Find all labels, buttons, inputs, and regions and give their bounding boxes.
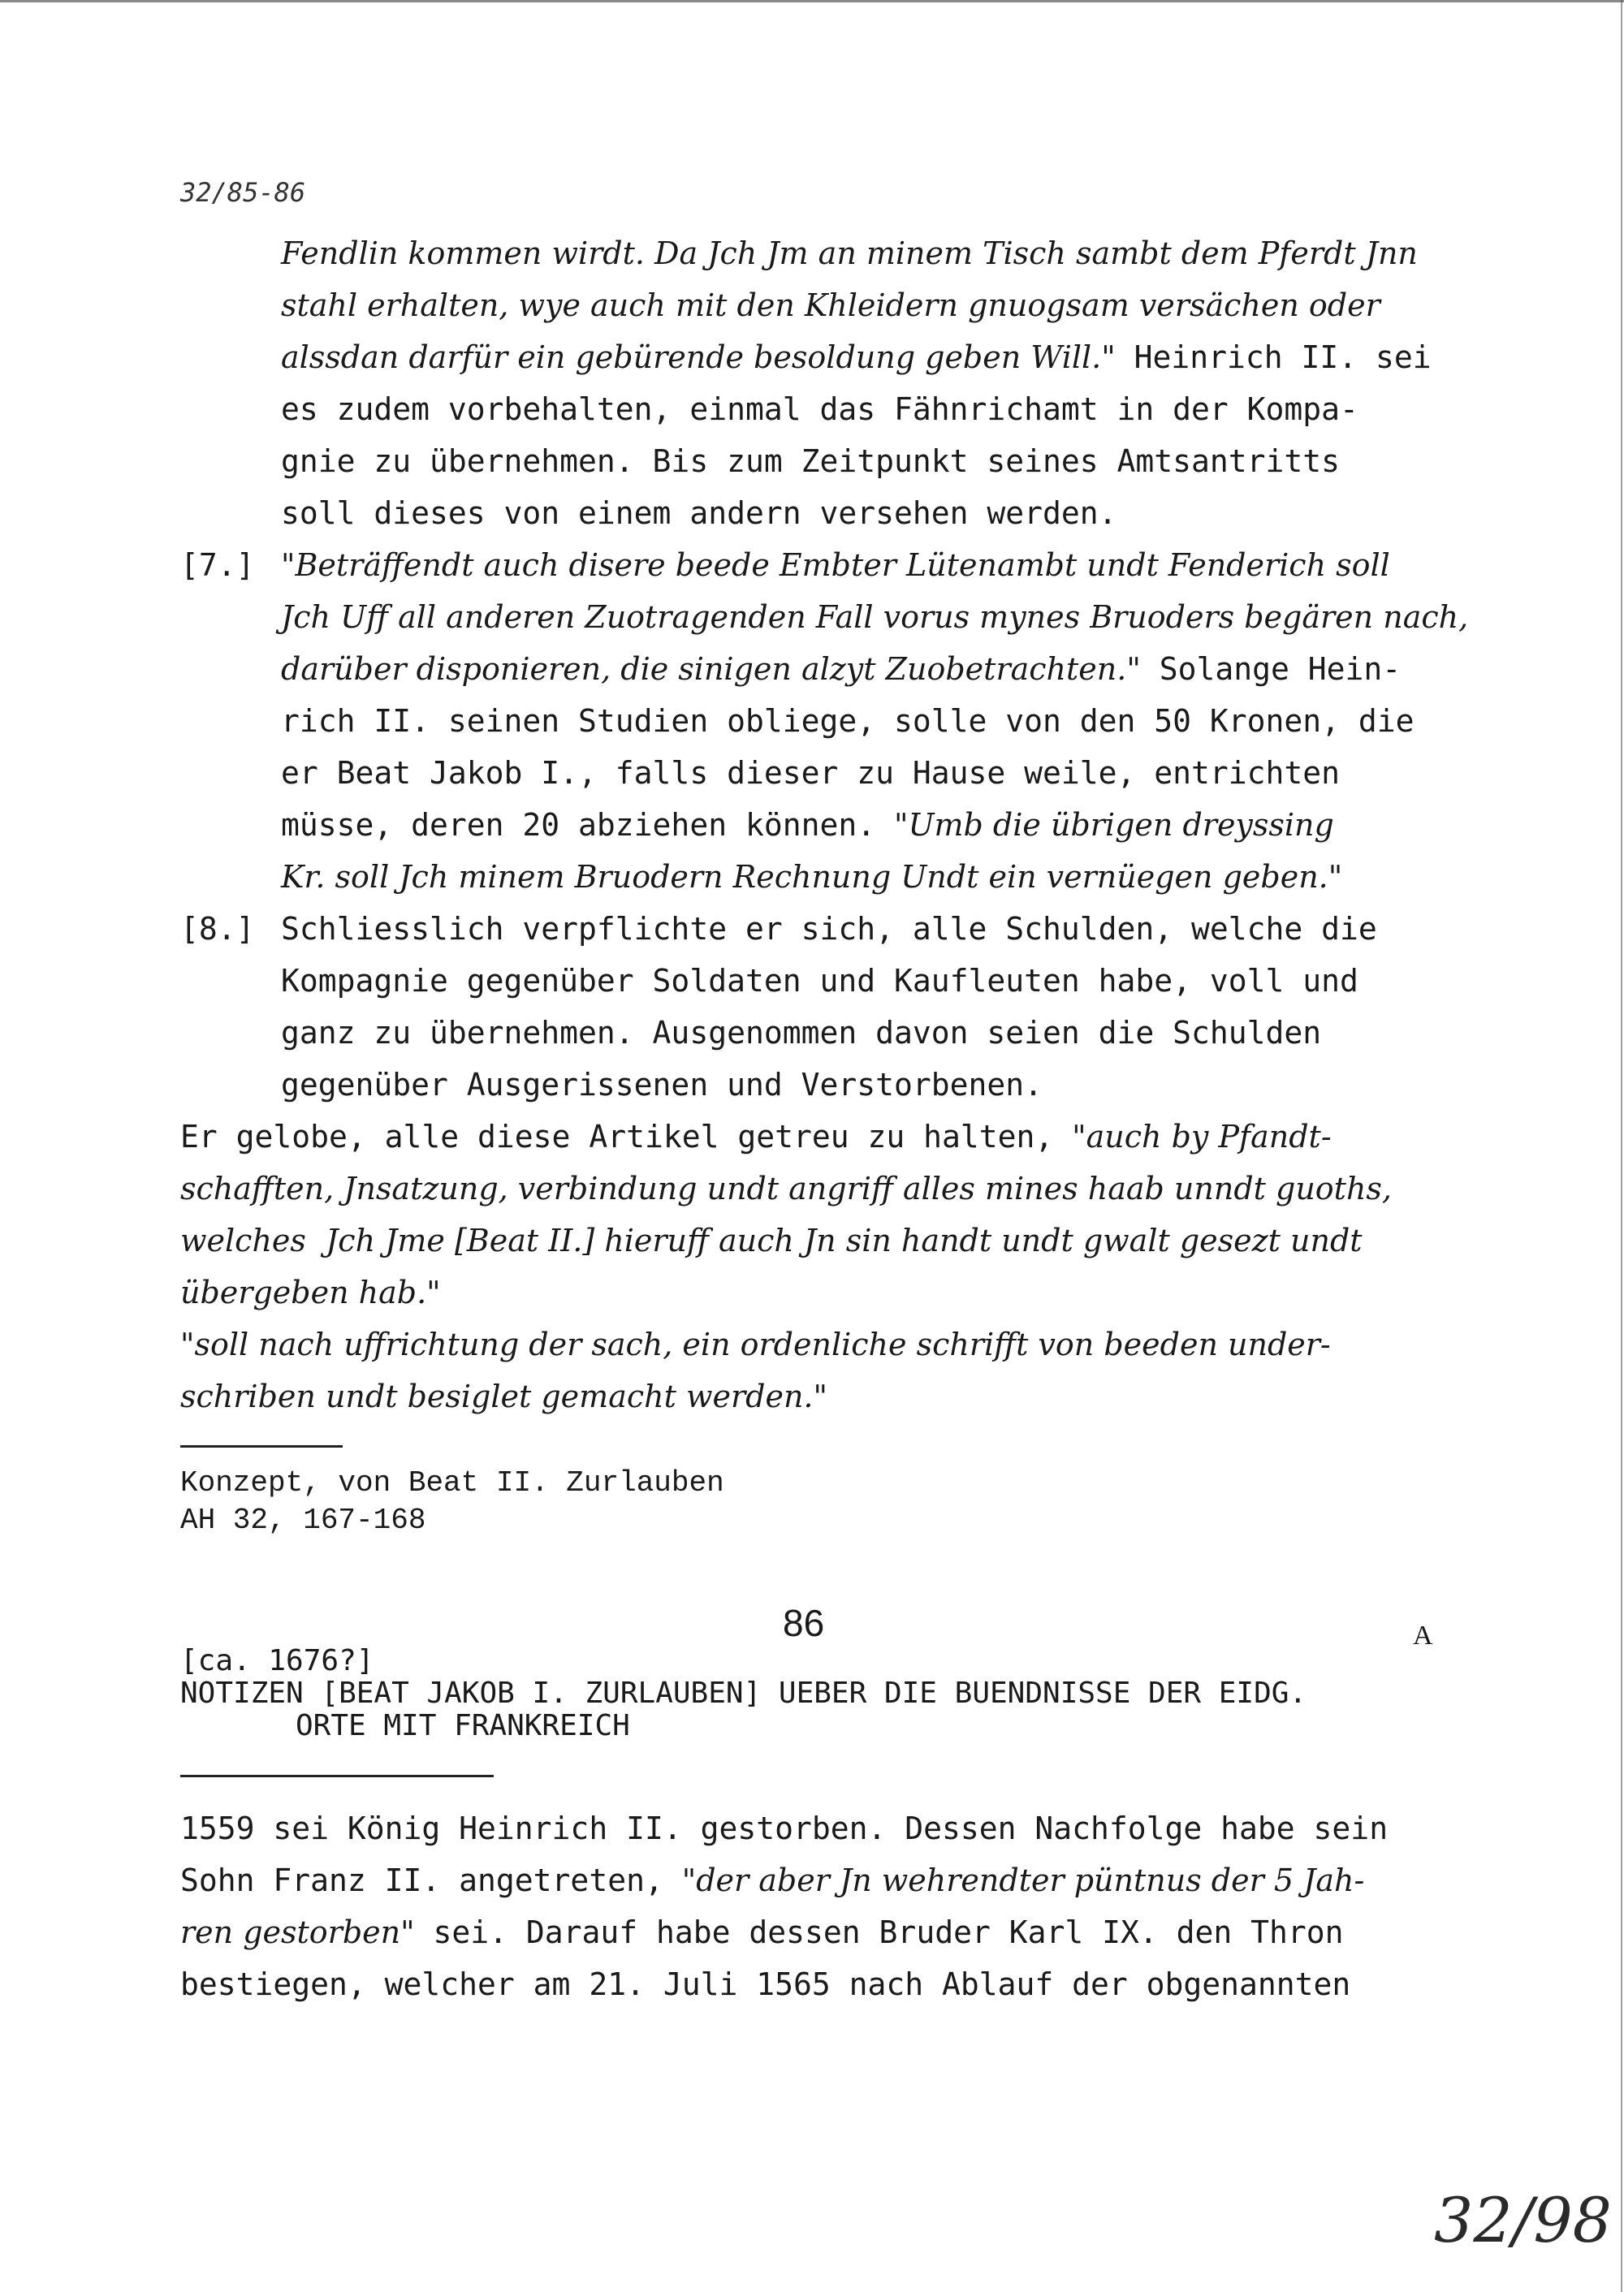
article-number-8: [8.] (180, 911, 255, 947)
text-line: gegenüber Ausgerissenen und Verstorbenen. (281, 1067, 1043, 1103)
header-divider (180, 1775, 494, 1777)
scan-top-edge (0, 0, 1624, 2)
quote-text: "auch by Pfandt- (1072, 1119, 1332, 1155)
quote-text: "der aber Jn wehrendter püntnus der 5 Jah- (681, 1863, 1365, 1898)
text-line: Jch Uff all anderen Zuotragenden Fall vorus mynes Bruoders begären nach, (281, 599, 1469, 635)
plain-text: Solange Hein- (1140, 651, 1402, 687)
text-line: rich II. seinen Studien obliege, solle von den 50 Kronen, die (281, 703, 1415, 739)
source-divider (180, 1445, 343, 1448)
text-line: schafften, Jnsatzung, verbindung undt angriff alles mines haab unndt guoths, (180, 1171, 1393, 1206)
plain-text: Heinrich II. sei (1115, 339, 1432, 375)
plain-text: Sohn Franz II. angetreten, (180, 1863, 682, 1898)
quote-text: "Umb die übrigen dreyssing (893, 807, 1334, 843)
text-line: übergeben hab." (180, 1275, 441, 1310)
text-line: stahl erhalten, wye auch mit den Khleidern gnuogsam versächen oder (281, 287, 1380, 323)
text-line: er Beat Jakob I., falls dieser zu Hause weile, entrichten (281, 755, 1341, 791)
text-line: "Beträffendt auch disere beede Embter Lütenambt undt Fenderich soll (281, 547, 1390, 583)
text-line (281, 338, 1432, 377)
scan-right-edge (1621, 0, 1622, 2292)
text-line (180, 1861, 1364, 1900)
source-line: AH 32, 167-168 (180, 1504, 426, 1537)
plain-text: müsse, deren 20 abziehen können. (281, 807, 894, 843)
text-line: Kr. soll Jch minem Bruodern Rechnung Undt ein vernüegen geben." (281, 859, 1343, 895)
text-line: soll dieses von einem andern versehen werden. (281, 495, 1117, 531)
text-line: gnie zu übernehmen. Bis zum Zeitpunkt seines Amtsantritts (281, 443, 1341, 479)
text-line (180, 1913, 1344, 1952)
document-date: [ca. 1676?] (180, 1644, 374, 1677)
document-category: A (1413, 1621, 1433, 1651)
document-title: NOTIZEN [BEAT JAKOB I. ZURLAUBEN] UEBER DIE BUENDNISSE DER EIDG. (180, 1677, 1307, 1710)
document-reference: 32/85-86 (180, 177, 306, 208)
text-line: ganz zu übernehmen. Ausgenommen davon seien die Schulden (281, 1015, 1322, 1051)
text-line: bestiegen, welcher am 21. Juli 1565 nach Ablauf der obgenannten (180, 1966, 1351, 2002)
quote-text: ren gestorben" (180, 1914, 415, 1950)
plain-text: sei. Darauf habe dessen Bruder Karl IX. den Thron (414, 1914, 1344, 1950)
source-line: Konzept, von Beat II. Zurlauben (180, 1466, 724, 1500)
text-line: Kompagnie gegenüber Soldaten und Kaufleuten habe, voll und (281, 963, 1358, 999)
text-line (281, 805, 1334, 844)
article-number-7: [7.] (180, 547, 255, 583)
text-line: Fendlin kommen wirdt. Da Jch Jm an minem Tisch sambt dem Pferdt Jnn (281, 235, 1418, 271)
text-line: "soll nach uffrichtung der sach, ein ordenliche schrifft von beeden under- (180, 1327, 1331, 1362)
text-line: schriben undt besiglet gemacht werden." (180, 1379, 827, 1414)
handwritten-page-number: 32/98 (1434, 2184, 1613, 2256)
quote-text: darüber disponieren, die sinigen alzyt Zuobetrachten." (281, 651, 1141, 687)
text-line (180, 1117, 1332, 1156)
text-line: es zudem vorbehalten, einmal das Fähnrichamt in der Kompa- (281, 391, 1358, 427)
text-line: 1559 sei König Heinrich II. gestorben. Dessen Nachfolge habe sein (180, 1811, 1389, 1846)
text-line (281, 650, 1401, 688)
plain-text: Er gelobe, alle diese Artikel getreu zu halten, (180, 1119, 1073, 1155)
quote-text: alssdan darfür ein gebürende besoldung geben Will." (281, 339, 1116, 375)
text-line: Schliesslich verpflichte er sich, alle Schulden, welche die (281, 911, 1377, 947)
document-title-continued: ORTE MIT FRANKREICH (296, 1709, 630, 1742)
document-number: 86 (783, 1602, 825, 1644)
text-line: welches Jch Jme [Beat II.] hieruff auch Jn sin handt undt gwalt gesezt undt (180, 1223, 1363, 1258)
